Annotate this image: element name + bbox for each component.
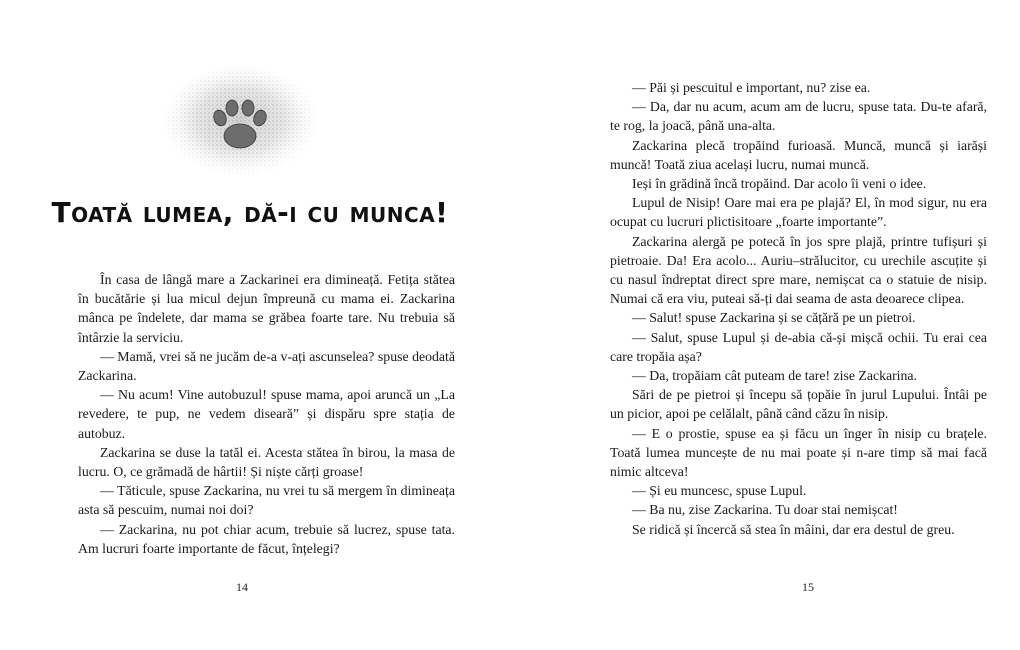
chapter-title: Toată lumea, dă-i cu munca!: [51, 196, 449, 229]
paragraph: Sări de pe pietroi și începu să țopăie în jurul Lupului. Întâi pe un picior, apoi pe celălalt, până când căzu în nisip.: [610, 387, 987, 422]
paragraph: — Da, dar nu acum, acum am de lucru, spuse tata. Du-te afară, te rog, la joacă, până una-alta.: [610, 99, 987, 134]
paragraph: Zackarina plecă tropăind furioasă. Muncă, muncă și iarăși muncă! Toată ziua același lucru, numai muncă.: [610, 137, 987, 172]
paragraph: — Zackarina, nu pot chiar acum, trebuie să lucrez, spuse tata. Am lucruri foarte importante de făcut, înțelegi?: [78, 521, 455, 556]
paragraph: Lupul de Nisip! Oare mai era pe plajă? El, în mod sigur, nu era ocupat cu lucruri plictisitoare „foarte importante”.: [610, 195, 987, 230]
paragraph: Zackarina alergă pe potecă în jos spre plajă, printre tufișuri și pietroaie. Da! Era acolo... Auriu–strălucitor, cu urechile ascuțite și cu nasul îndreptat direct spre mare, nemișcat ca o statuie de nisip. Numai că era viu, puteai să-ți dai seama de asta deoarece clipea.: [610, 233, 987, 307]
left-body-text: [78, 270, 455, 558]
paragraph: — E o prostie, spuse ea și făcu un înger în nisip cu brațele. Toată lumea muncește de nu mai poate și n-are timp să mai facă nimic altceva!: [610, 425, 987, 480]
paragraph: Zackarina se duse la tatăl ei. Acesta stătea în birou, la masa de lucru. O, ce grămadă de hârtii! Și niște cărți groase!: [78, 444, 455, 480]
paragraph: În casa de lângă mare a Zackarinei era dimineață. Fetița stătea în bucătărie și lua micul dejun împreună cu mama ei. Zackarina mânca pe îndelete, dar mama se grăbea foarte tare. Nu trebuia să întârzie la serviciu.: [78, 272, 455, 345]
paragraph: — Salut! spuse Zackarina și se cățără pe un pietroi.: [632, 310, 916, 326]
page-number: 15: [802, 580, 814, 594]
paragraph: — Salut, spuse Lupul și de-abia că-și mișcă ochii. Tu erai cea care tropăia așa?: [610, 329, 987, 364]
paragraph: — Mamă, vrei să ne jucăm de-a v-ați ascunselea? spuse deodată Zackarina.: [78, 348, 455, 384]
paragraph: — Tăticule, spuse Zackarina, nu vrei tu să mergem în dimineața asta să pescuim, numai noi doi?: [78, 483, 455, 518]
paw-print-icon: [160, 60, 320, 180]
paragraph: — Da, tropăiam cât puteam de tare! zise Zackarina.: [632, 368, 917, 384]
paragraph: Ieși în grădină încă tropăind. Dar acolo îi veni o idee.: [632, 176, 927, 192]
right-page: [510, 0, 1020, 650]
paragraph: — Păi și pescuitul e important, nu? zise ea.: [632, 80, 871, 95]
paragraph: Se ridică și încercă să stea în mâini, dar era destul de greu.: [632, 521, 955, 537]
paragraph: — Și eu muncesc, spuse Lupul.: [632, 483, 807, 499]
page-number: 14: [236, 580, 248, 594]
paragraph: — Ba nu, zise Zackarina. Tu doar stai nemișcat!: [632, 502, 898, 518]
paragraph: — Nu acum! Vine autobuzul! spuse mama, apoi aruncă un „La revedere, te pup, ne vedem diseară” și dispăru spre stația de autobuz.: [78, 387, 455, 441]
right-body-text: [610, 78, 987, 539]
